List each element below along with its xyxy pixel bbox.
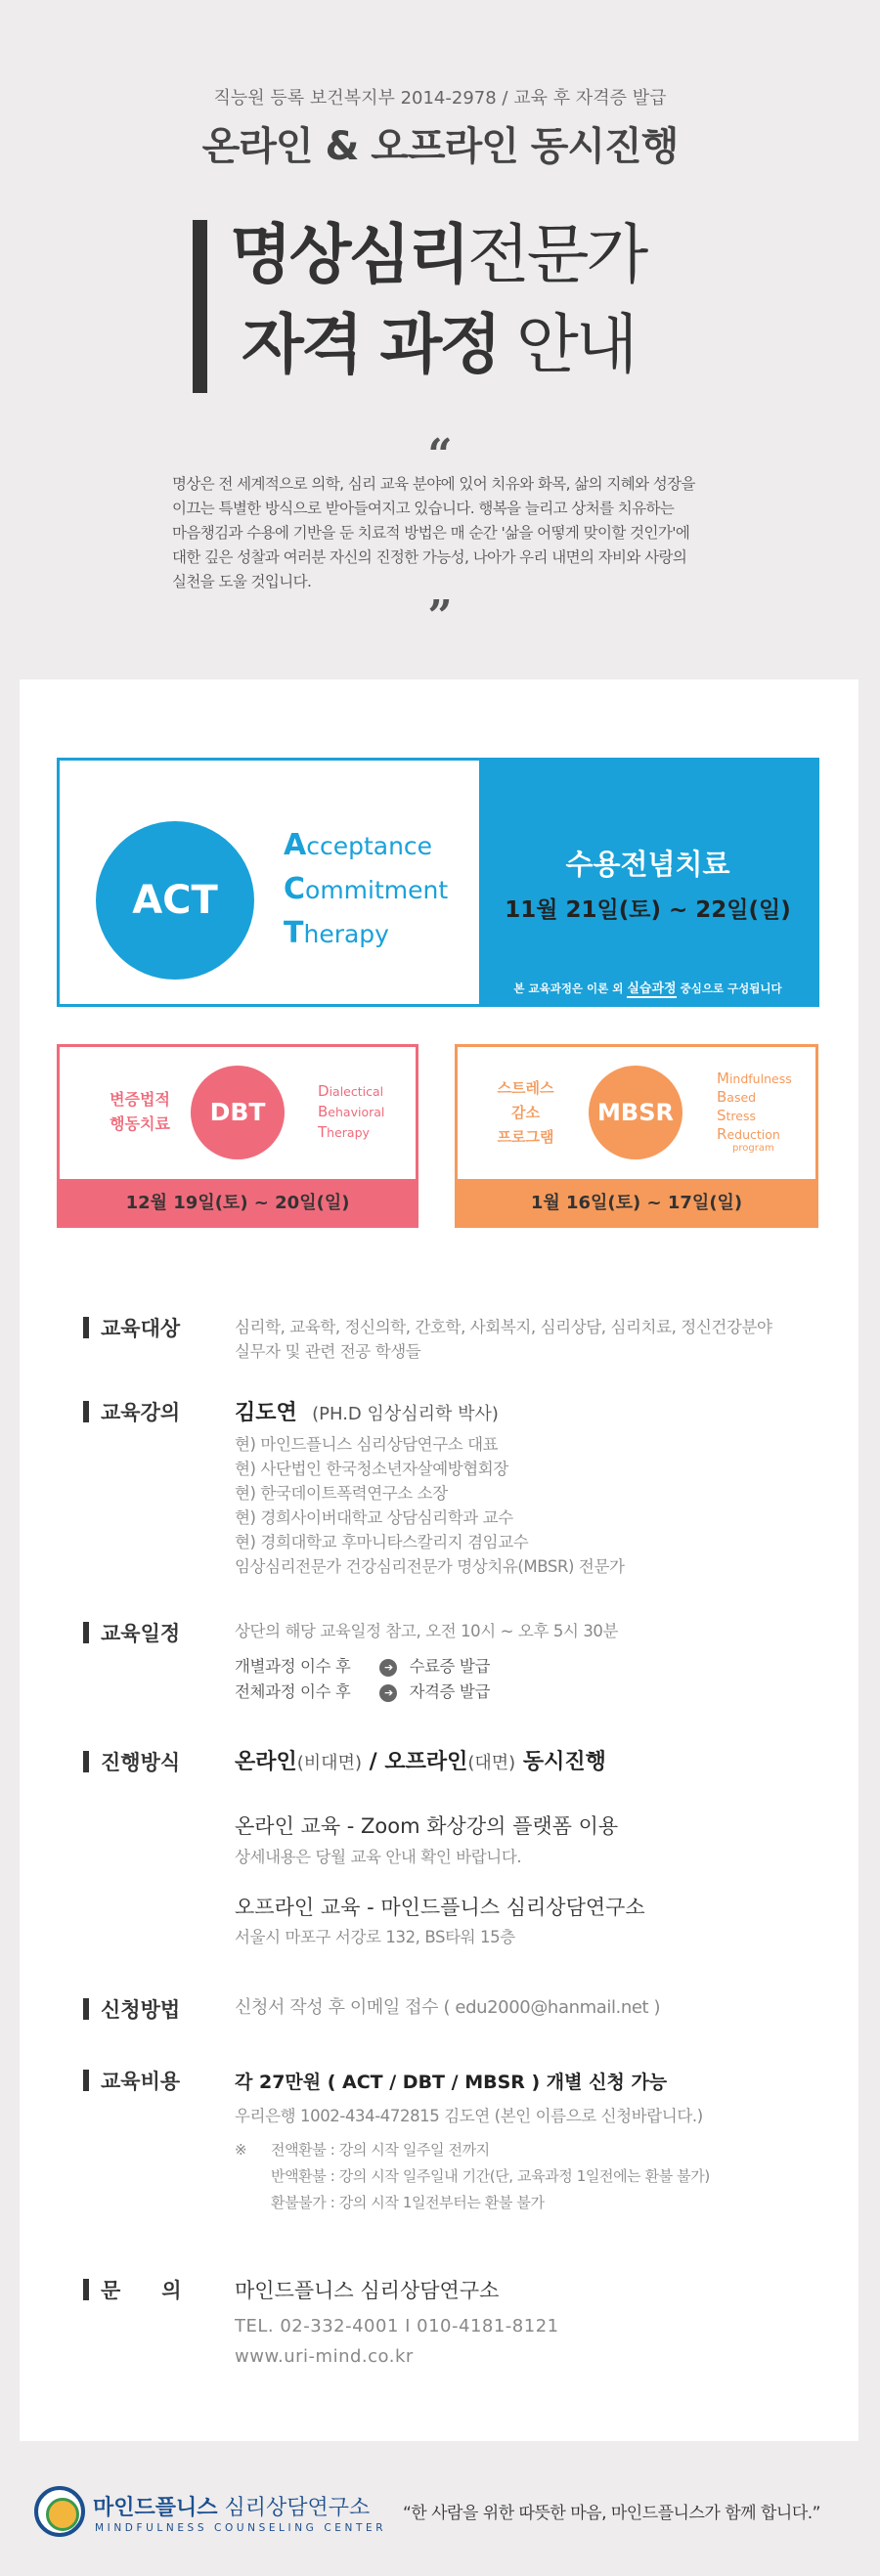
act-korean-name: 수용전념치료: [565, 848, 730, 881]
offline-title: 오프라인 교육 - 마인드플니스 심리상담연구소: [235, 1896, 645, 1919]
lecturer-career-3: 현) 한국데이트폭력연구소 소장: [235, 1484, 448, 1503]
dbt-fullname: Dialectical Behavioral Therapy: [318, 1082, 385, 1141]
method-label: 진행방식: [83, 1747, 180, 1776]
quote-close-icon: ”: [427, 591, 453, 641]
method-summary: 온라인(비대면) / 오프라인(대면) 동시진행: [235, 1750, 606, 1774]
page-title-line1: 명상심리전문가: [230, 217, 646, 292]
mindfulness-logo-icon: [34, 2486, 85, 2537]
lecturer-name: 김도연 (PH.D 임상심리학 박사): [235, 1401, 499, 1425]
arrow-right-icon: ➔: [379, 1659, 397, 1677]
contact-label: 문 의: [83, 2275, 182, 2304]
subtitle: 온라인 & 오프라인 동시진행: [201, 124, 679, 169]
apply-label: 신청방법: [83, 1994, 180, 2024]
contact-org: 마인드플니스 심리상담연구소: [235, 2279, 500, 2302]
lecturer-career-5: 현) 경희대학교 후마니타스칼리지 겸임교수: [235, 1533, 529, 1551]
refund-half: 반액환불 : 강의 시작 일주일내 기간(단, 교육과정 1일전에는 환불 불가): [271, 2167, 710, 2185]
refund-none: 환불불가 : 강의 시작 1일전부터는 환불 불가: [271, 2194, 545, 2211]
target-label: 교육대상: [83, 1313, 180, 1342]
lecturer-label: 교육강의: [83, 1397, 180, 1426]
act-badge: ACT: [96, 821, 254, 980]
footer-slogan: “한 사람을 위한 따뜻한 마음, 마인드플니스가 함께 합니다.”: [403, 2504, 820, 2523]
dbt-badge: DBT: [191, 1066, 285, 1159]
target-line1: 심리학, 교육학, 정신의학, 간호학, 사회복지, 심리상담, 심리치료, 정신건강분야: [235, 1318, 772, 1336]
arrow-right-icon: ➔: [379, 1684, 397, 1702]
act-fullname: Acceptance Commitment Therapy: [284, 828, 449, 950]
online-desc: 상세내용은 당월 교육 안내 확인 바랍니다.: [235, 1848, 522, 1866]
contact-web[interactable]: www.uri-mind.co.kr: [235, 2346, 414, 2367]
online-title: 온라인 교육 - Zoom 화상강의 플랫폼 이용: [235, 1814, 619, 1838]
quote-open-icon: “: [427, 430, 453, 480]
lecturer-career-1: 현) 마인드플니스 심리상담연구소 대표: [235, 1435, 499, 1454]
mbsr-badge: MBSR: [589, 1066, 682, 1159]
schedule-row2: 전체과정 이수 후 ➔ 자격증 발급: [235, 1682, 491, 1701]
offline-desc: 서울시 마포구 서강로 132, BS타워 15층: [235, 1928, 515, 1946]
title-bar: [193, 220, 207, 393]
mbsr-korean-name: 스트레스 감소 프로그램: [497, 1079, 554, 1146]
cost-main: 각 27만원 ( ACT / DBT / MBSR ) 개별 신청 가능: [235, 2072, 668, 2093]
target-line2: 실무자 및 관련 전공 학생들: [235, 1342, 421, 1361]
mbsr-date: 1월 16일(토) ~ 17일(일): [455, 1179, 818, 1228]
intro-text: 명상은 전 세계적으로 의학, 심리 교육 분야에 있어 치유와 화목, 삶의 지혜와 성장을 이끄는 특별한 방식으로 받아들여지고 있습니다. 행복을 늘리고 상처를 치유하는 마음챙김과 수용에 기반을 둔 치료적 방법은 매 순간 '삶을 어떻게 맞이할 것인가'에 대한 깊은 성찰과 여러분 자신의 진정한 가능성, 나아가 우리 내면의 자비와 사랑의 실천을 도울 것입니다.: [172, 475, 695, 590]
act-date: 11월 21일(토) ~ 22일(일): [505, 897, 791, 923]
dbt-korean-name: 변증법적 행동치료: [110, 1090, 170, 1133]
page-title-line2: 자격 과정 안내: [242, 307, 636, 382]
cost-bank: 우리은행 1002-434-472815 김도연 (본인 이름으로 신청바랍니다.): [235, 2107, 703, 2125]
contact-tel[interactable]: TEL. 02-332-4001 I 010-4181-8121: [235, 2316, 559, 2336]
dbt-date: 12월 19일(토) ~ 20일(일): [57, 1179, 418, 1228]
registration-info: 직능원 등록 보건복지부 2014-2978 / 교육 후 자격증 발급: [213, 88, 667, 109]
apply-text[interactable]: 신청서 작성 후 이메일 접수 ( edu2000@hanmail.net ): [235, 1997, 661, 2018]
schedule-label: 교육일정: [83, 1618, 180, 1647]
refund-mark: ※: [235, 2141, 247, 2159]
schedule-row1: 개별과정 이수 후 ➔ 수료증 발급: [235, 1657, 491, 1676]
footer-org-english: MINDFULNESS COUNSELING CENTER: [95, 2522, 387, 2534]
act-note: 본 교육과정은 이론 외 실습과정 중심으로 구성됩니다: [513, 982, 782, 996]
refund-full: 전액환불 : 강의 시작 일주일 전까지: [271, 2141, 490, 2159]
lecturer-career-6: 임상심리전문가 건강심리전문가 명상치유(MBSR) 전문가: [235, 1557, 625, 1576]
lecturer-career-2: 현) 사단법인 한국청소년자살예방협회장: [235, 1460, 508, 1478]
cost-label: 교육비용: [83, 2066, 180, 2095]
schedule-line1: 상단의 해당 교육일정 참고, 오전 10시 ~ 오후 5시 30분: [235, 1622, 619, 1640]
mbsr-fullname: Mindfulness Based Stress Reduction program: [717, 1070, 792, 1154]
lecturer-career-4: 현) 경희사이버대학교 상담심리학과 교수: [235, 1508, 513, 1527]
footer-org-name: 마인드플니스 심리상담연구소: [93, 2496, 371, 2520]
